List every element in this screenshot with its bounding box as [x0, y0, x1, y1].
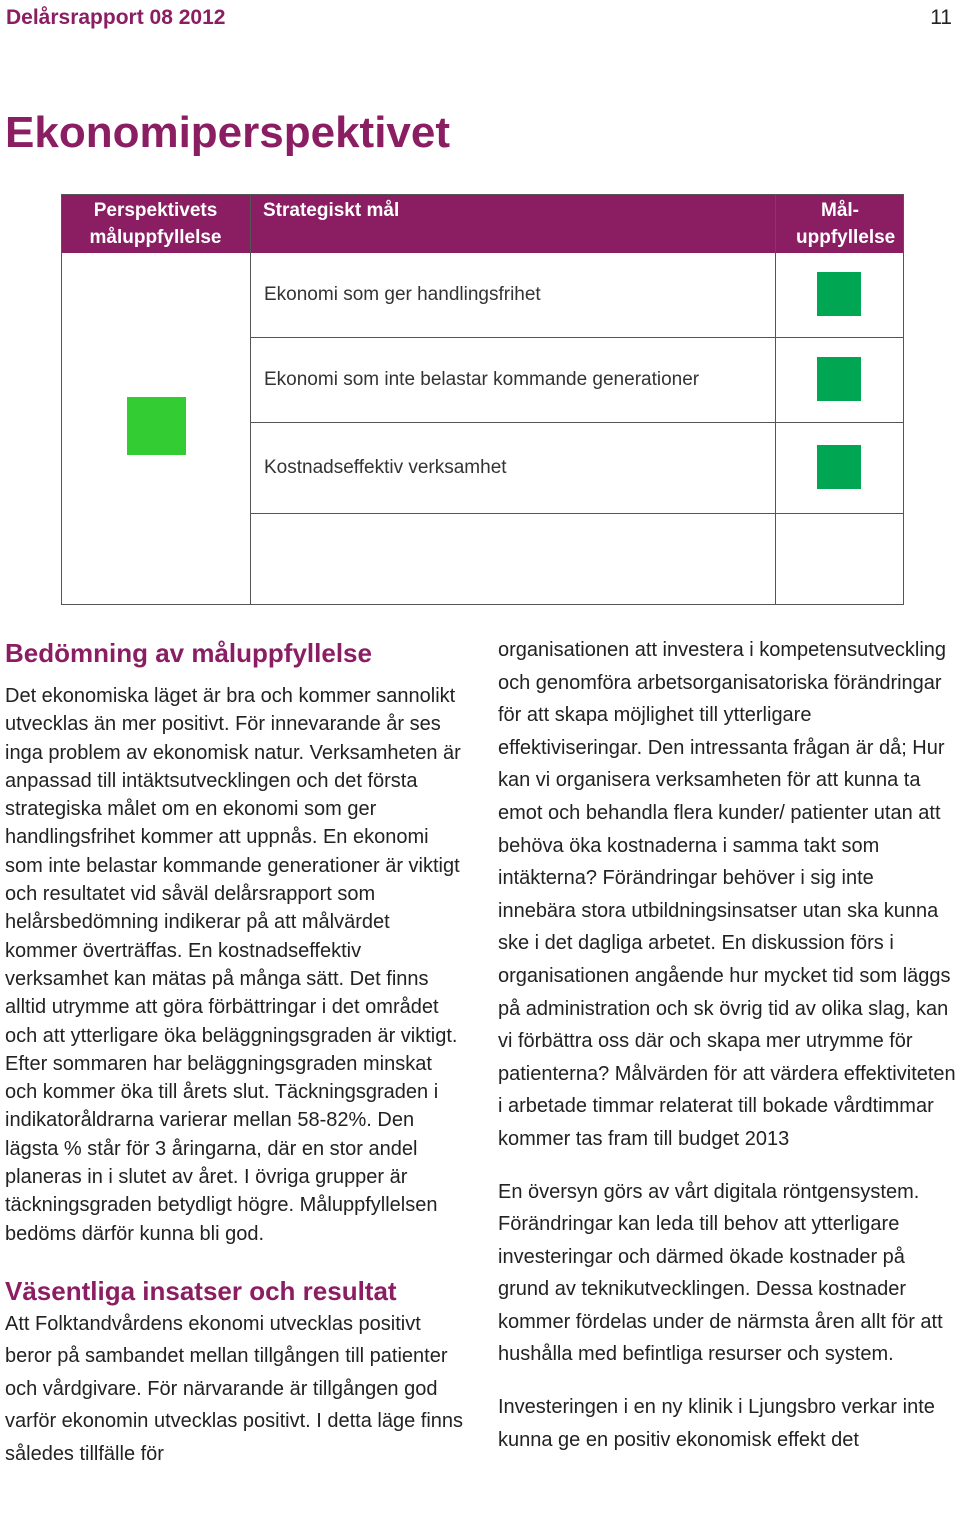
- table-row-goal: Ekonomi som ger handlingsfrihet: [264, 284, 541, 305]
- header-goal-fulfilment: Mål-uppfyllelse: [776, 194, 904, 253]
- report-header-title: Delårsrapport 08 2012: [6, 6, 226, 29]
- table-row-goal: Kostnadseffektiv verksamhet: [264, 457, 507, 478]
- goal-table: [61, 194, 904, 605]
- goal-status-indicator: [817, 445, 861, 489]
- table-row-goal: Ekonomi som inte belastar kommande generationer: [264, 369, 700, 390]
- page-title: Ekonomiperspektivet: [5, 108, 451, 157]
- table-divider: [775, 194, 776, 605]
- header-strategic-goal: Strategiskt mål: [251, 194, 775, 253]
- right-paragraph-1: organisationen att investera i kompetensutveckling och genomföra arbetsorganisatoriska förändringar för att skapa möjlighet till ytterligare effektiviseringar. Den intressanta frågan är då; Hur kan vi organisera verksamheten för att kunna ta emot och behandla flera kunder/ patienter utan att behöva öka kostnaderna i samma takt som intäkterna? Förändringar behöver i sig inte innebära stora utbildningsinsatser utan ska kunna ske i det dagliga arbetet. En diskussion förs i organisationen angående hur mycket tid som läggs på administration och sk övrig tid av olika slag, kan vi förbättra oss där och skapa mer utrymme för patienterna? Målvärden för att värdera effektiviteten i arbetade timmar relaterat till bokade vårdtimmar kommer tas fram till budget 2013: [498, 639, 956, 1150]
- perspective-status-indicator: [127, 397, 186, 455]
- left-column: [5, 636, 465, 1470]
- assessment-heading: Bedömning av måluppfyllelse: [5, 638, 372, 668]
- efforts-text: Att Folktandvårdens ekonomi utvecklas positivt beror på sambandet mellan tillgången till patienter och vårdgivare. För närvarande är tillgången god varför ekonomin utvecklas positivt. I detta läge finns således tillfälle för: [5, 1312, 464, 1465]
- table-row-divider: [251, 422, 904, 423]
- goal-status-indicator: [817, 272, 861, 316]
- right-column: [498, 634, 956, 1456]
- page-number: 11: [930, 6, 952, 29]
- right-paragraph-2: En översyn görs av vårt digitala röntgensystem. Förändringar kan leda till behov att ytterligare investeringar och därmed ökade kostnader på grund av teknikutvecklingen. Dessa kostnader kommer fördelas under de närmsta åren allt för att hushålla med befintliga resurser och system.: [498, 1180, 943, 1366]
- efforts-heading: Väsentliga insatser och resultat: [5, 1275, 397, 1306]
- table-frame: [61, 194, 904, 605]
- table-row-divider: [251, 337, 904, 338]
- header-perspective: Perspektivets måluppfyllelse: [61, 194, 250, 253]
- assessment-text: Det ekonomiska läget är bra och kommer sannolikt utvecklas än mer positivt. För innevarande år ses inga problem av ekonomisk natur. Verksamheten är anpassad till intäktsutvecklingen och det första strategiska målet om en ekonomi som ger handlingsfrihet kommer att uppnås. En ekonomi som inte belastar kommande generationer är viktigt och resultatet vid såväl delårsrapport som helårsbedömning indikerar på att målvärdet kommer överträffas. En kostnadseffektiv verksamhet kan mätas på många sätt. Det finns alltid utrymme att göra förbättringar i det området och att ytterligare öka beläggningsgraden är viktigt. Efter sommaren har beläggningsgraden minskat och kommer öka till årets slut. Täckningsgraden i indikatoråldrarna varierar mellan 58-82%. Den lägsta % står för 3 åringarna, där en stor andel planeras in i slutet av året. I övriga grupper är täckningsgraden betydligt högre. Måluppfyllelsen bedöms därför kunna bli god.: [5, 685, 461, 1245]
- goal-status-indicator: [817, 357, 861, 401]
- table-row-divider: [251, 513, 904, 514]
- table-divider: [250, 194, 251, 605]
- right-paragraph-3: Investeringen i en ny klinik i Ljungsbro verkar inte kunna ge en positiv ekonomisk effekt det: [498, 1396, 935, 1451]
